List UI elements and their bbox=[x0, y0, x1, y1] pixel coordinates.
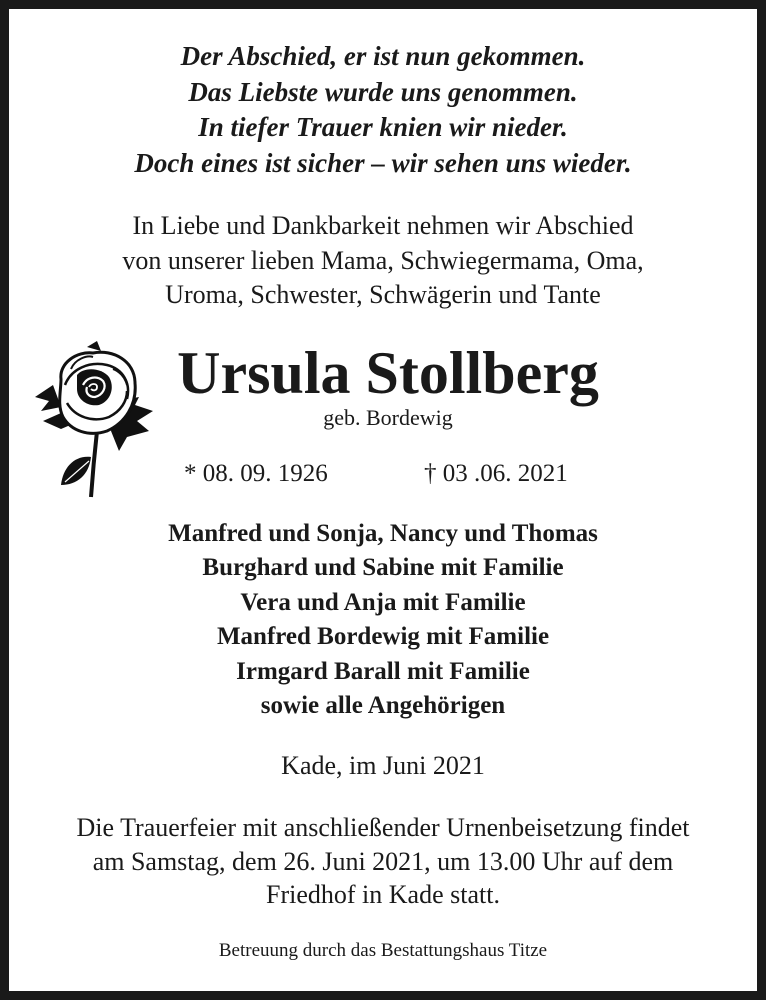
place-date: Kade, im Juni 2021 bbox=[281, 751, 485, 780]
poem-line: In tiefer Trauer knien wir nieder. bbox=[198, 112, 568, 142]
mourner-line: Manfred und Sonja, Nancy und Thomas bbox=[168, 520, 598, 547]
funeral-notice bbox=[9, 811, 757, 912]
intro-text bbox=[9, 209, 757, 313]
death-date: † 03 .06. 2021 bbox=[424, 460, 568, 487]
mourner-line: Burghard und Sabine mit Familie bbox=[202, 554, 564, 582]
mourners-list bbox=[9, 517, 757, 723]
undertaker-note: Betreuung durch das Bestattungshaus Titze bbox=[218, 940, 548, 961]
birth-date: * 08. 09. 1926 bbox=[184, 460, 328, 487]
funeral-line: Friedhof in Kade statt. bbox=[266, 880, 500, 909]
mourner-line: Irmgard Barall mit Familie bbox=[236, 657, 530, 685]
poem-line: Das Liebste wurde uns genommen. bbox=[188, 76, 578, 107]
mourner-line: sowie alle Angehörigen bbox=[260, 692, 506, 720]
rose-icon bbox=[31, 339, 157, 501]
poem-line: Der Abschied, er ist nun gekommen. bbox=[180, 41, 586, 71]
funeral-line: Die Trauerfeier mit anschließender Urnenbeisetzung findet bbox=[76, 813, 690, 842]
mourner-line: Manfred Bordewig mit Familie bbox=[216, 623, 550, 651]
mourner-line: Vera und Anja mit Familie bbox=[240, 588, 526, 616]
deceased-name: Ursula Stollberg bbox=[177, 340, 599, 406]
poem-verse bbox=[9, 39, 757, 181]
intro-line: In Liebe und Dankbarkeit nehmen wir Abschied bbox=[132, 211, 634, 240]
poem-line: Doch eines ist sicher – wir sehen uns wieder. bbox=[134, 147, 632, 178]
funeral-line: am Samstag, dem 26. Juni 2021, um 13.00 Uhr auf dem bbox=[92, 846, 674, 876]
maiden-name: geb. Bordewig bbox=[323, 405, 453, 430]
intro-line: Uroma, Schwester, Schwägerin und Tante bbox=[165, 280, 601, 309]
intro-line: von unserer lieben Mama, Schwiegermama, Oma, bbox=[122, 245, 644, 275]
